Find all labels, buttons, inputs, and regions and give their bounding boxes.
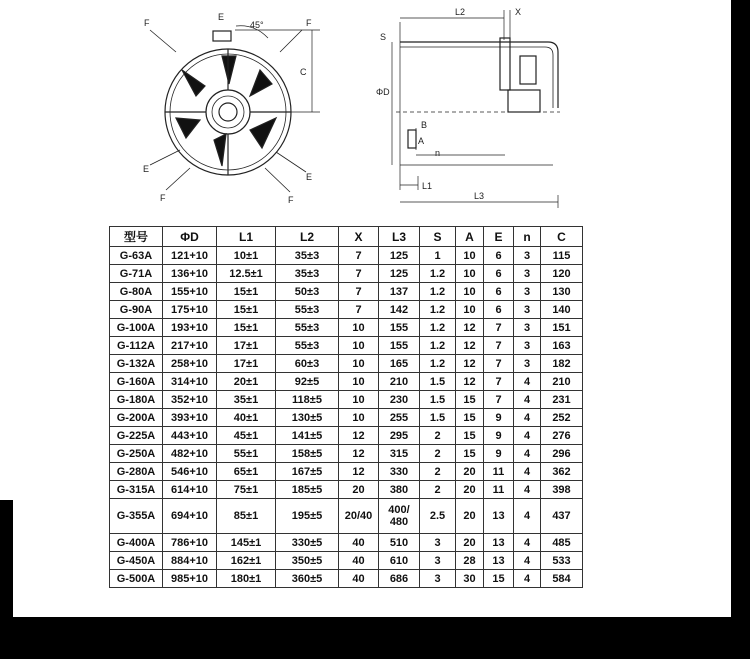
table-cell: 15 <box>456 409 484 427</box>
table-cell: G-225A <box>110 427 163 445</box>
table-cell: 533 <box>541 552 583 570</box>
table-cell: 584 <box>541 570 583 588</box>
table-row <box>110 283 583 301</box>
table-cell: 20 <box>456 499 484 534</box>
table-cell: G-450A <box>110 552 163 570</box>
table-cell: 28 <box>456 552 484 570</box>
table-row <box>110 373 583 391</box>
table-cell: 4 <box>514 409 541 427</box>
table-cell: 140 <box>541 301 583 319</box>
table-cell: 4 <box>514 534 541 552</box>
table-cell: 3 <box>420 534 456 552</box>
table-cell: 3 <box>514 247 541 265</box>
table-cell: 610 <box>379 552 420 570</box>
table-cell: 145±1 <box>217 534 276 552</box>
table-cell: 40±1 <box>217 409 276 427</box>
table-cell: 137 <box>379 283 420 301</box>
label-f-top-right: F <box>306 18 312 28</box>
table-cell: 15 <box>484 570 514 588</box>
table-cell: 217+10 <box>163 337 217 355</box>
table-cell: 13 <box>484 552 514 570</box>
table-cell: 130±5 <box>276 409 339 427</box>
table-cell: 7 <box>484 391 514 409</box>
table-cell: 398 <box>541 481 583 499</box>
technical-drawing <box>0 0 750 230</box>
bottom-bar <box>0 617 750 659</box>
table-cell: 1.2 <box>420 319 456 337</box>
table-cell: 193+10 <box>163 319 217 337</box>
table-cell: 7 <box>339 247 379 265</box>
table-cell: 330 <box>379 463 420 481</box>
table-cell: 125 <box>379 247 420 265</box>
header-model: 型号 <box>110 227 163 247</box>
table-cell: 884+10 <box>163 552 217 570</box>
table-cell: 296 <box>541 445 583 463</box>
table-cell: 276 <box>541 427 583 445</box>
label-l1: L1 <box>422 181 433 191</box>
table-cell: 13 <box>484 499 514 534</box>
table-cell: 7 <box>339 265 379 283</box>
table-cell: 786+10 <box>163 534 217 552</box>
table-row <box>110 463 583 481</box>
table-cell: 9 <box>484 409 514 427</box>
table-cell: 9 <box>484 445 514 463</box>
table-cell: 50±3 <box>276 283 339 301</box>
table-cell: 9 <box>484 427 514 445</box>
table-row <box>110 337 583 355</box>
table-cell: 485 <box>541 534 583 552</box>
table-cell: G-400A <box>110 534 163 552</box>
table-cell: G-280A <box>110 463 163 481</box>
table-cell: 330±5 <box>276 534 339 552</box>
table-cell: 195±5 <box>276 499 339 534</box>
table-cell: 2 <box>420 481 456 499</box>
table-cell: 65±1 <box>217 463 276 481</box>
table-cell: 1.5 <box>420 409 456 427</box>
table-cell: 121+10 <box>163 247 217 265</box>
table-cell: 12 <box>456 319 484 337</box>
table-cell: 20 <box>339 481 379 499</box>
table-header-row <box>110 227 583 247</box>
table-cell: 6 <box>484 247 514 265</box>
table-cell: G-71A <box>110 265 163 283</box>
table-cell: 10 <box>339 409 379 427</box>
table-cell: 12 <box>456 337 484 355</box>
table-cell: G-355A <box>110 499 163 534</box>
table-cell: 182 <box>541 355 583 373</box>
header-e: E <box>484 227 514 247</box>
table-cell: 11 <box>484 463 514 481</box>
table-cell: 10 <box>456 247 484 265</box>
table-cell: 75±1 <box>217 481 276 499</box>
table-cell: 125 <box>379 265 420 283</box>
table-cell: 118±5 <box>276 391 339 409</box>
table-cell: 165 <box>379 355 420 373</box>
table-cell: 10 <box>339 355 379 373</box>
table-cell: 3 <box>514 301 541 319</box>
table-cell: 185±5 <box>276 481 339 499</box>
table-cell: 7 <box>484 319 514 337</box>
table-cell: 1.2 <box>420 337 456 355</box>
table-cell: 20 <box>456 534 484 552</box>
table-cell: 4 <box>514 373 541 391</box>
table-cell: 12 <box>339 463 379 481</box>
table-cell: 210 <box>379 373 420 391</box>
spec-table <box>109 226 583 588</box>
table-cell: 20/40 <box>339 499 379 534</box>
table-cell: 136+10 <box>163 265 217 283</box>
table-cell: 3 <box>420 552 456 570</box>
label-f-bottom-left: F <box>160 193 166 203</box>
table-row <box>110 355 583 373</box>
table-cell: G-500A <box>110 570 163 588</box>
table-cell: 614+10 <box>163 481 217 499</box>
table-cell: 40 <box>339 552 379 570</box>
table-cell: 167±5 <box>276 463 339 481</box>
table-cell: G-315A <box>110 481 163 499</box>
side-view <box>392 10 560 208</box>
table-cell: 2 <box>420 427 456 445</box>
table-cell: 3 <box>514 319 541 337</box>
label-a: A <box>418 136 425 146</box>
table-row <box>110 445 583 463</box>
table-cell: 3 <box>514 265 541 283</box>
table-cell: 142 <box>379 301 420 319</box>
header-c: C <box>541 227 583 247</box>
table-cell: 60±3 <box>276 355 339 373</box>
table-cell: 258+10 <box>163 355 217 373</box>
table-cell: 151 <box>541 319 583 337</box>
header-l3: L3 <box>379 227 420 247</box>
table-cell: 45±1 <box>217 427 276 445</box>
table-cell: 4 <box>514 445 541 463</box>
table-cell: 1.2 <box>420 355 456 373</box>
label-x: X <box>515 7 522 17</box>
table-row <box>110 319 583 337</box>
table-cell: 35±3 <box>276 247 339 265</box>
table-cell: 4 <box>514 481 541 499</box>
table-cell: 12 <box>456 373 484 391</box>
table-cell: G-160A <box>110 373 163 391</box>
table-cell: 55±3 <box>276 337 339 355</box>
table-cell: 482+10 <box>163 445 217 463</box>
header-l2: L2 <box>276 227 339 247</box>
table-cell: 12 <box>456 355 484 373</box>
table-cell: 10 <box>339 319 379 337</box>
table-cell: 1.2 <box>420 283 456 301</box>
table-cell: 350±5 <box>276 552 339 570</box>
table-cell: 7 <box>339 301 379 319</box>
table-cell: 400/ 480 <box>379 499 420 534</box>
table-cell: 13 <box>484 534 514 552</box>
table-cell: 20 <box>456 463 484 481</box>
table-cell: 3 <box>514 337 541 355</box>
table-cell: G-90A <box>110 301 163 319</box>
header-x: X <box>339 227 379 247</box>
table-cell: 231 <box>541 391 583 409</box>
header-s: S <box>420 227 456 247</box>
label-e-top: E <box>218 12 225 22</box>
table-cell: 120 <box>541 265 583 283</box>
table-cell: 694+10 <box>163 499 217 534</box>
front-view <box>150 26 320 192</box>
table-cell: 4 <box>514 570 541 588</box>
table-cell: 11 <box>484 481 514 499</box>
table-cell: 17±1 <box>217 337 276 355</box>
table-cell: 380 <box>379 481 420 499</box>
table-row <box>110 265 583 283</box>
table-cell: 17±1 <box>217 355 276 373</box>
table-cell: G-200A <box>110 409 163 427</box>
table-cell: 2 <box>420 463 456 481</box>
table-cell: 155 <box>379 337 420 355</box>
table-cell: 2.5 <box>420 499 456 534</box>
table-cell: 1.5 <box>420 373 456 391</box>
table-cell: 155+10 <box>163 283 217 301</box>
table-row <box>110 552 583 570</box>
table-cell: 163 <box>541 337 583 355</box>
label-e-bottom-left: E <box>143 164 150 174</box>
table-cell: 155 <box>379 319 420 337</box>
table-cell: 985+10 <box>163 570 217 588</box>
table-cell: 546+10 <box>163 463 217 481</box>
label-s: S <box>380 32 387 42</box>
table-cell: 40 <box>339 570 379 588</box>
table-cell: 360±5 <box>276 570 339 588</box>
table-row <box>110 534 583 552</box>
table-cell: 6 <box>484 265 514 283</box>
header-n: n <box>514 227 541 247</box>
label-l2: L2 <box>455 7 466 17</box>
table-cell: 1 <box>420 247 456 265</box>
table-cell: G-180A <box>110 391 163 409</box>
table-cell: 443+10 <box>163 427 217 445</box>
table-cell: 7 <box>339 283 379 301</box>
table-cell: 3 <box>514 283 541 301</box>
table-cell: 10 <box>456 283 484 301</box>
table-cell: 175+10 <box>163 301 217 319</box>
table-cell: G-132A <box>110 355 163 373</box>
table-cell: 4 <box>514 391 541 409</box>
table-cell: 3 <box>514 355 541 373</box>
table-cell: 4 <box>514 499 541 534</box>
label-l3: L3 <box>474 191 485 201</box>
table-cell: 10 <box>456 301 484 319</box>
table-row <box>110 427 583 445</box>
table-row <box>110 499 583 534</box>
label-phi-d: ΦD <box>376 87 390 97</box>
table-cell: 20±1 <box>217 373 276 391</box>
table-cell: 510 <box>379 534 420 552</box>
table-cell: 130 <box>541 283 583 301</box>
table-cell: 40 <box>339 534 379 552</box>
table-cell: 158±5 <box>276 445 339 463</box>
table-cell: 295 <box>379 427 420 445</box>
table-cell: 12 <box>339 427 379 445</box>
table-row <box>110 570 583 588</box>
table-cell: 4 <box>514 552 541 570</box>
table-cell: 12.5±1 <box>217 265 276 283</box>
table-cell: 4 <box>514 463 541 481</box>
table-cell: 15 <box>456 391 484 409</box>
table-cell: 7 <box>484 355 514 373</box>
table-row <box>110 409 583 427</box>
table-cell: 162±1 <box>217 552 276 570</box>
table-cell: 315 <box>379 445 420 463</box>
table-cell: 10±1 <box>217 247 276 265</box>
table-cell: 85±1 <box>217 499 276 534</box>
table-cell: 180±1 <box>217 570 276 588</box>
table-cell: 55±1 <box>217 445 276 463</box>
header-l1: L1 <box>217 227 276 247</box>
table-cell: 352+10 <box>163 391 217 409</box>
table-cell: 30 <box>456 570 484 588</box>
table-cell: G-80A <box>110 283 163 301</box>
table-cell: 55±3 <box>276 319 339 337</box>
table-cell: 15±1 <box>217 301 276 319</box>
table-cell: 15 <box>456 445 484 463</box>
table-cell: 35±1 <box>217 391 276 409</box>
table-cell: 1.5 <box>420 391 456 409</box>
table-cell: 6 <box>484 283 514 301</box>
table-cell: 15 <box>456 427 484 445</box>
label-e-bottom-right: E <box>306 172 313 182</box>
table-cell: 92±5 <box>276 373 339 391</box>
table-cell: 1.2 <box>420 301 456 319</box>
label-f-bottom-right: F <box>288 195 294 205</box>
table-row <box>110 481 583 499</box>
table-cell: 15±1 <box>217 283 276 301</box>
table-cell: G-112A <box>110 337 163 355</box>
table-cell: 15±1 <box>217 319 276 337</box>
table-cell: 20 <box>456 481 484 499</box>
table-cell: 255 <box>379 409 420 427</box>
table-cell: 55±3 <box>276 301 339 319</box>
table-cell: 7 <box>484 337 514 355</box>
table-row <box>110 391 583 409</box>
table-body <box>110 247 583 588</box>
table-row <box>110 247 583 265</box>
table-cell: G-250A <box>110 445 163 463</box>
table-cell: 210 <box>541 373 583 391</box>
table-cell: 6 <box>484 301 514 319</box>
header-phi-d: ΦD <box>163 227 217 247</box>
table-cell: 4 <box>514 427 541 445</box>
table-cell: 252 <box>541 409 583 427</box>
table-cell: 1.2 <box>420 265 456 283</box>
table-cell: 2 <box>420 445 456 463</box>
table-row <box>110 301 583 319</box>
table-cell: 12 <box>339 445 379 463</box>
label-angle: 45° <box>250 20 264 30</box>
label-f-top-left: F <box>144 18 150 28</box>
table-cell: 141±5 <box>276 427 339 445</box>
table-cell: 362 <box>541 463 583 481</box>
label-b: B <box>421 120 428 130</box>
label-c: C <box>300 67 307 77</box>
table-cell: 437 <box>541 499 583 534</box>
table-cell: 686 <box>379 570 420 588</box>
table-cell: 10 <box>339 373 379 391</box>
table-cell: 314+10 <box>163 373 217 391</box>
table-cell: 10 <box>456 265 484 283</box>
table-cell: 7 <box>484 373 514 391</box>
table-cell: 10 <box>339 391 379 409</box>
table-cell: 10 <box>339 337 379 355</box>
table-cell: 35±3 <box>276 265 339 283</box>
header-a: A <box>456 227 484 247</box>
table-cell: 230 <box>379 391 420 409</box>
table-cell: 115 <box>541 247 583 265</box>
table-cell: G-100A <box>110 319 163 337</box>
label-n: n <box>435 148 441 158</box>
table-cell: 3 <box>420 570 456 588</box>
table-cell: G-63A <box>110 247 163 265</box>
table-cell: 393+10 <box>163 409 217 427</box>
